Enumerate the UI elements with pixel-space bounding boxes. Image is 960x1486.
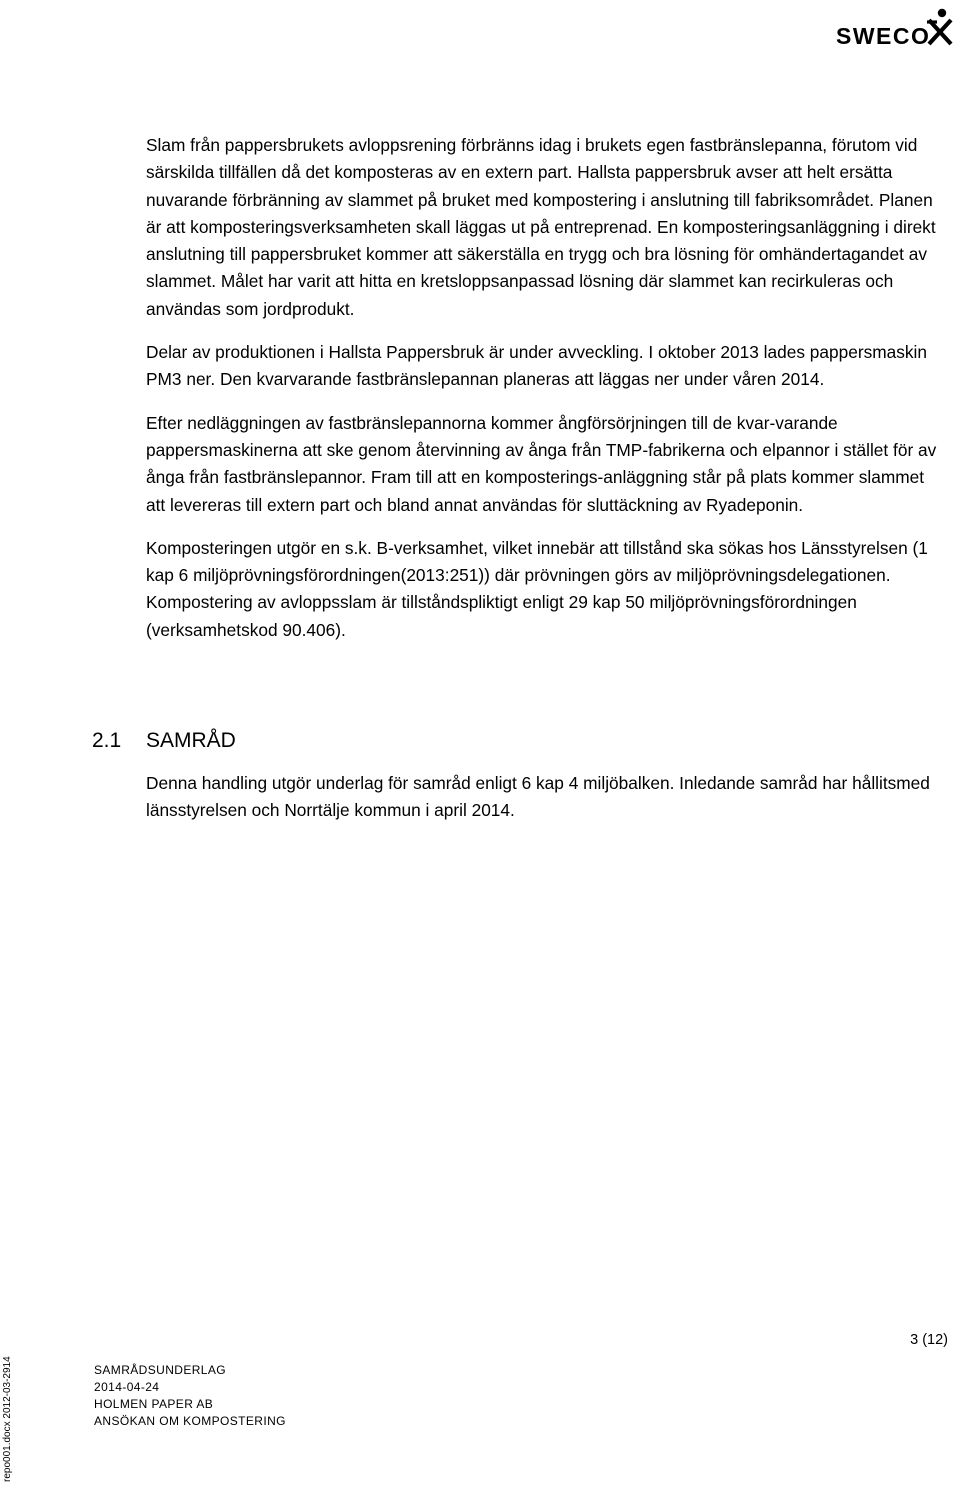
section-body [146,770,946,825]
paragraph-3: Efter nedläggningen av fastbränslepannorna kommer ångförsörjningen till de kvar-varande pappersmaskinerna att ske genom återvinning av ånga från TMP-fabrikerna och elpannor i stället för av ånga från fastbränslepannor. Fram till att en komposterings-anläggning står på plats kommer slammet att levereras till extern part och bland annat användas för sluttäckning av Ryadeponin. [146,412,937,515]
body-text [146,132,946,644]
paragraph-2: Delar av produktionen i Hallsta Pappersbruk är under avveckling. I oktober 2013 lades pappersmaskin PM3 ner. Den kvarvarande fastbränslepannan planeras att läggas ner under våren 2014. [146,342,927,390]
page-number: 3 (12) [910,1332,948,1348]
section-number: 2.1 [92,729,122,752]
paragraph-1: Slam från pappersbrukets avloppsrening förbränns idag i brukets egen fastbränslepanna, förutom vid särskilda tillfällen då det komposteras av en extern part. Hallsta pappersbruk avser att helt ersätta nuvarande förbränning av slammet på bruket med kompostering i anslutning till fabriksområdet. Planen är att komposteringsverksamheten skall läggas ut på entreprenad. En komposteringsanläggning i direkt anslutning till pappersbruket kommer att säkerställa en trygg och bra lösning för omhändertagandet av slammet. Målet har varit att hitta en kretsloppsanpassad lösning där slammet kan recirkuleras och användas som jordprodukt. [146,135,936,319]
section-heading [92,726,236,756]
section-title: SAMRÅD [146,729,236,752]
paragraph-4: Komposteringen utgör en s.k. B-verksamhet, vilket innebär att tillstånd ska sökas hos Länsstyrelsen (1 kap 6 miljöprövningsförordningen(2013:251)) där prövningen görs av miljöprövningsdelegationen. Kompostering av avloppsslam är tillståndspliktigt enligt 29 kap 50 miljöprövningsförordningen (verksamhetskod 90.406). [146,537,928,640]
section-paragraph: Denna handling utgör underlag för samråd enligt 6 kap 4 miljöbalken. Inledande samråd har hållitsmed länsstyrelsen och Norrtälje kommun i april 2014. [146,773,930,821]
footer-date: 2014-04-24 [94,1380,160,1394]
footer-document-type: SAMRÅDSUNDERLAG [94,1363,227,1377]
sweco-logo [832,8,956,48]
template-reference: repo001.docx 2012-03-2914 [2,1356,13,1482]
footer-subject: ANSÖKAN OM KOMPOSTERING [94,1414,286,1428]
logo-wordmark: SWECO [836,23,931,49]
footer-company: HOLMEN PAPER AB [94,1397,214,1411]
sweco-figure-icon [925,8,955,46]
footer [94,1362,286,1430]
